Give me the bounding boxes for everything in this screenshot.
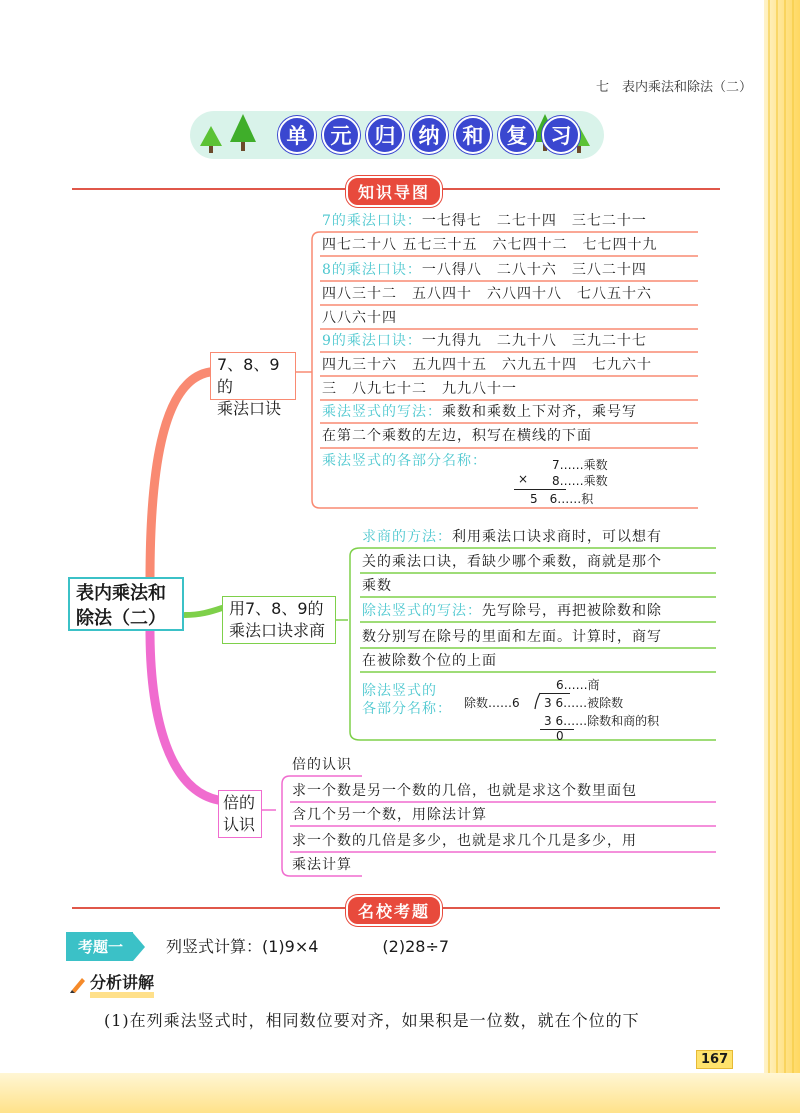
line-text: 八八六十四	[322, 310, 397, 326]
title-char: 习	[542, 116, 580, 154]
mult-label: ……乘数	[559, 474, 608, 488]
line-text: 乘数	[362, 578, 392, 594]
branch-node-multiplication-tables	[210, 352, 296, 418]
mult-digit: 8	[552, 474, 560, 488]
text-line: 倍的认识	[292, 757, 352, 773]
line-text: 数分别写在除号的里面和左面。计算时，商写	[362, 629, 662, 645]
section-tag-mindmap: 知识导图	[346, 176, 442, 207]
text-line	[322, 210, 647, 234]
exam-question: 列竖式计算：(1)9×4 (2)28÷7	[166, 937, 450, 956]
lead-label: 各部分名称：	[362, 701, 452, 717]
div-digit: 3 6	[544, 714, 564, 728]
line-text: 三 八九七十二 九九八十一	[322, 381, 517, 397]
title-char: 和	[454, 116, 492, 154]
line-text: 关的乘法口诀，看缺少哪个乘数，商就是那个	[362, 554, 662, 570]
text-line	[322, 330, 647, 354]
text-line	[322, 234, 657, 258]
lead-label: 除法竖式的	[362, 683, 437, 699]
title-char: 复	[498, 116, 536, 154]
text-line: 乘法计算	[292, 857, 352, 873]
text-line	[322, 354, 652, 378]
branch-node-division-tables	[222, 596, 336, 644]
mindmap-root	[68, 577, 184, 631]
page-number: 167	[696, 1050, 733, 1069]
lead-label: 7的乘法口诀：	[322, 213, 422, 229]
mult-digit: 7	[552, 458, 560, 472]
text-line	[362, 650, 497, 674]
text-line	[322, 259, 647, 283]
text-line	[322, 378, 517, 402]
text-line	[362, 551, 662, 575]
line-text: 四九三十六 五九四十五 六九五十四 七九六十	[322, 357, 652, 373]
mult-label: ……积	[557, 492, 594, 506]
exam-question-row	[66, 932, 145, 961]
text-line	[362, 526, 662, 550]
title-char: 元	[322, 116, 360, 154]
title-char: 归	[366, 116, 404, 154]
question-tag: 考题一	[66, 932, 133, 961]
branch-label: 倍的	[223, 793, 256, 812]
div-product	[544, 712, 659, 729]
mult-sign: ×	[518, 472, 529, 486]
text-line	[322, 401, 637, 425]
div-digit: 3 6	[544, 696, 564, 710]
text-line	[322, 283, 652, 307]
line-text: 在第二个乘数的左边，积写在横线的下面	[322, 428, 592, 444]
line-text: 利用乘法口诀求商时，可以想有	[452, 529, 662, 545]
analysis-title: 分析讲解	[90, 974, 154, 998]
text-line	[362, 575, 392, 599]
branch-node-multiples	[218, 790, 262, 838]
branch-label: 7、8、9的	[217, 355, 280, 396]
div-digit: 6	[556, 678, 564, 692]
line-text: 乘数和乘数上下对齐，乘号写	[442, 404, 637, 420]
branch-label: 用7、8、9的	[229, 599, 324, 618]
line-text: 四七二十八 五七三十五 六七四十二 七七四十九	[322, 237, 658, 253]
div-bracket	[534, 692, 542, 710]
title-char: 纳	[410, 116, 448, 154]
text-line	[362, 600, 662, 624]
lead-label: 求商的方法：	[362, 529, 452, 545]
branch-label: 乘法口诀	[217, 399, 282, 418]
lead-label: 除法竖式的写法：	[362, 603, 482, 619]
chapter-header: 七 表内乘法和除法（二）	[595, 80, 752, 95]
line-text: 一九得九 二九十八 三九二十七	[421, 333, 647, 349]
line-text: 一七得七 二七十四 三七二十一	[421, 213, 647, 229]
line-text: 在被除数个位的上面	[362, 653, 497, 669]
line-text: 四八三十二 五八四十 六八四十八 七八五十六	[322, 286, 652, 302]
div-label: ……被除数	[563, 696, 624, 710]
text-line: 求一个数的几倍是多少，也就是求几个几是多少，用	[292, 833, 637, 849]
div-quotient	[556, 676, 600, 693]
tag-arrow	[133, 933, 145, 961]
mult-mid	[552, 472, 608, 489]
text-line: 含几个另一个数，用除法计算	[292, 807, 487, 823]
div-remainder: 0	[556, 729, 564, 743]
div-divisor	[464, 694, 520, 711]
title-char: 单	[278, 116, 316, 154]
pencil-icon	[68, 974, 88, 994]
text-line	[322, 450, 487, 474]
mult-label: ……乘数	[559, 458, 608, 472]
div-label: ……商	[563, 678, 600, 692]
div-dividend	[544, 694, 623, 711]
text-line: 求一个数是另一个数的几倍，也就是求这个数里面包	[292, 783, 637, 799]
root-line: 表内乘法和	[76, 583, 166, 604]
lead-label: 8的乘法口诀：	[322, 262, 422, 278]
div-label: 除数……	[464, 696, 513, 710]
text-line	[362, 626, 662, 650]
mult-digit: 5 6	[530, 492, 558, 506]
lead-label: 乘法竖式的写法：	[322, 404, 442, 420]
mult-top	[552, 456, 608, 473]
line-text: 一八得八 二八十六 三八二十四	[421, 262, 647, 278]
analysis-text: (1)在列乘法竖式时，相同数位要对齐，如果积是一位数，就在个位的下	[104, 1011, 640, 1030]
div-digit: 6	[512, 696, 520, 710]
root-line: 除法（二）	[76, 608, 166, 629]
text-line	[322, 425, 592, 449]
text-line	[322, 307, 397, 331]
branch-label: 认识	[223, 815, 256, 834]
division-names-lead	[362, 682, 452, 718]
branch-label: 乘法口诀求商	[229, 621, 326, 640]
div-label: ……除数和商的积	[563, 714, 660, 728]
line-text: 先写除号，再把被除数和除	[482, 603, 662, 619]
lead-label: 9的乘法口诀：	[322, 333, 422, 349]
section-tag-exam: 名校考题	[346, 895, 442, 926]
mult-result	[530, 490, 593, 507]
lead-label: 乘法竖式的各部分名称：	[322, 453, 487, 469]
